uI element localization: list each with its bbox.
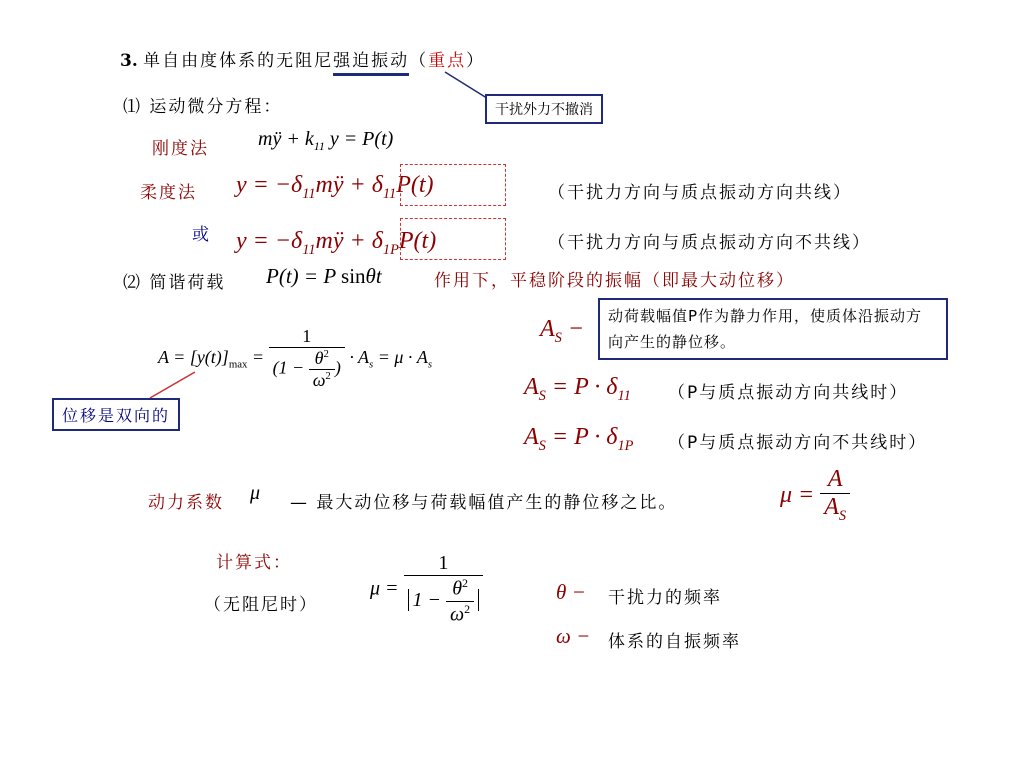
- mu-formula: μ = 1 1 − $\frac{\theta^2}{\omega^2}$: [370, 552, 483, 626]
- or-label: 或: [192, 225, 211, 245]
- flexibility-equation-alt: $y = -\delta_{11}mÿ + \delta_{1P}P(t)$: [236, 228, 437, 258]
- dashed-box-1: [400, 164, 506, 206]
- callout-static-box: 动荷载幅值P作为静力作用，使质体沿振动方向产生的静位移。: [598, 298, 948, 360]
- theta-symbol: θ −: [556, 580, 586, 604]
- harmonic-load-equation: P(t) = P sinθt: [266, 264, 382, 288]
- heading-text: 单自由度体系的无阻尼: [143, 51, 334, 71]
- as-symbol: $A_S$ −: [540, 316, 585, 346]
- heading-key: 重点: [428, 51, 467, 71]
- amplitude-formula: $A = [y(t)]_{max}$ = 1 (1 − $\frac{\theta^2}{\omega^2}$ ) · $A_s = \mu \cdot A_s$: [158, 326, 433, 390]
- as-equation-1: $A_S = P \cdot \delta_{11}$: [524, 374, 631, 404]
- dyn-desc: — 最大动位移与荷载幅值产生的静位移之比。: [290, 493, 678, 513]
- omega-desc: 体系的自振频率: [608, 632, 741, 652]
- section1-title: ⑴ 运动微分方程：: [123, 97, 283, 117]
- heading-paren-open: （: [409, 51, 429, 71]
- heading-paren-close: ）: [466, 51, 486, 71]
- calc-label: 计算式：: [216, 553, 292, 573]
- section2-tail: 作用下，平稳阶段的振幅（即最大动位移）: [434, 271, 795, 291]
- stiffness-label: 刚度法: [152, 139, 209, 159]
- dashed-box-2: [400, 218, 506, 260]
- mu-symbol: μ: [250, 482, 261, 504]
- section2-label: ⑵ 简谐荷载: [123, 273, 226, 293]
- flexibility-equation: $y = -\delta_{11}mÿ + \delta_{11}P(t)$: [236, 172, 434, 202]
- as-note-1: （P与质点振动方向共线时）: [668, 383, 909, 403]
- omega-symbol: ω −: [556, 624, 591, 648]
- callout-top-line: [445, 72, 490, 100]
- amplitude-fraction: 1 (1 − $\frac{\theta^2}{\omega^2}$ ): [269, 326, 345, 391]
- theta-desc: 干扰力的频率: [608, 588, 722, 608]
- calc-condition: （无阻尼时）: [204, 595, 318, 615]
- note-noncollinear: （干扰力方向与质点振动方向不共线）: [548, 233, 871, 253]
- callout-top-box: 干扰外力不撤消: [485, 94, 603, 124]
- mu-ratio: μ = $\frac{A}{A_S}$: [780, 466, 850, 525]
- heading-number: 3.: [120, 51, 138, 71]
- stiffness-equation: mÿ + $k_{11}$ y = P(t): [258, 128, 394, 153]
- heading-underlined: 强迫振动: [333, 51, 409, 76]
- as-equation-2: $A_S = P \cdot \delta_{1P}$: [524, 424, 634, 454]
- callout-disp-box: 位移是双向的: [52, 398, 180, 431]
- dyn-label: 动力系数: [148, 493, 224, 513]
- flexibility-label: 柔度法: [140, 183, 197, 203]
- as-note-2: （P与质点振动方向不共线时）: [668, 433, 928, 453]
- note-collinear: （干扰力方向与质点振动方向共线）: [548, 183, 852, 203]
